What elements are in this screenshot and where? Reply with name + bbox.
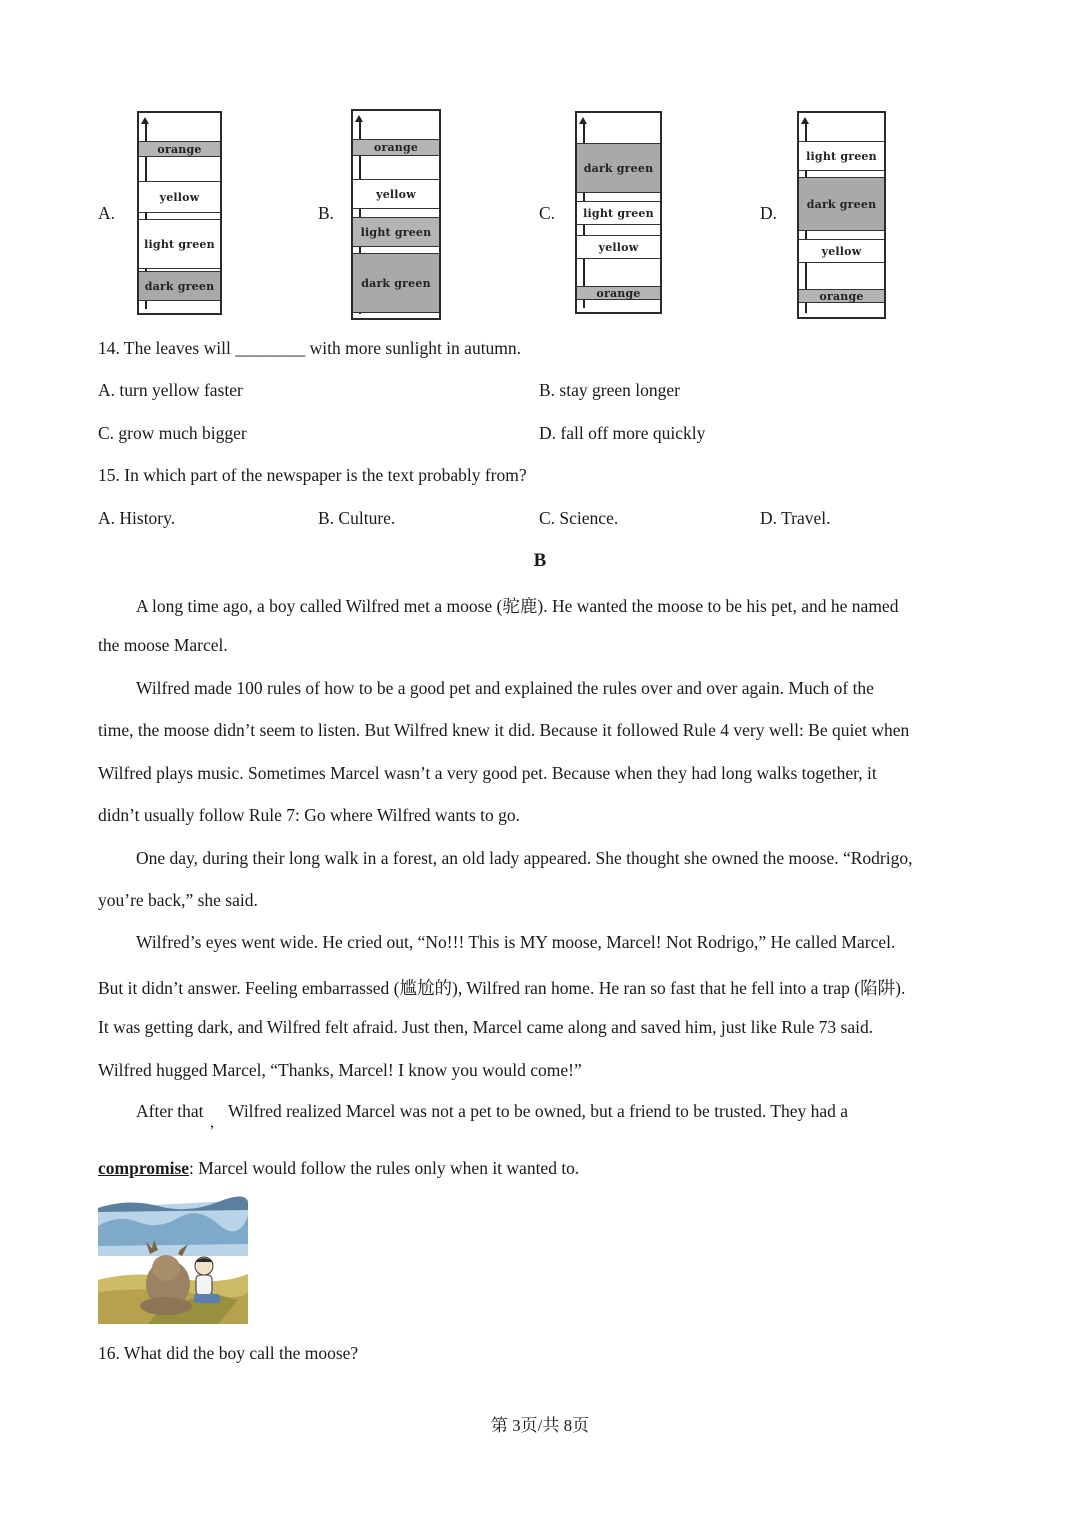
band-light-green: light green <box>139 219 220 269</box>
band-yellow: yellow <box>577 235 660 259</box>
band-dark-green: dark green <box>353 253 439 313</box>
q14-option-c[interactable]: C. grow much bigger <box>98 423 247 443</box>
band-orange: orange <box>799 289 884 303</box>
band-yellow: yellow <box>799 239 884 263</box>
band-yellow: yellow <box>353 179 439 209</box>
passage-line: It was getting dark, and Wilfred felt afraid. Just then, Marcel came along and saved him, just like Rule 73 said. <box>98 1017 874 1037</box>
band-yellow: yellow <box>139 181 220 213</box>
question-14-stem-start: 14. The leaves will <box>98 338 236 358</box>
moose-and-boy-illustration <box>98 1196 248 1324</box>
section-heading: B <box>533 550 547 571</box>
passage-line: the moose Marcel. <box>98 635 228 655</box>
q15-option-a[interactable]: A. History. <box>98 508 176 528</box>
q14-option-a[interactable]: A. turn yellow faster <box>98 380 243 400</box>
passage-line: you’re back,” she said. <box>98 890 258 910</box>
diagram-d <box>797 111 886 319</box>
passage-line-last-end: Wilfred realized Marcel was not a pet to be owned, but a friend to be trusted. They had a <box>228 1101 848 1121</box>
option-letter-a: A. <box>98 203 116 223</box>
option-letter-b: B. <box>318 203 335 223</box>
passage-line-last-start: After that <box>136 1101 204 1121</box>
passage-line: Wilfred plays music. Sometimes Marcel wasn’t a very good pet. Because when they had long walks together, it <box>98 763 877 783</box>
option-letter-c: C. <box>539 203 556 223</box>
band-dark-green: dark green <box>577 143 660 193</box>
question-14 <box>98 338 521 359</box>
diagram-c <box>575 111 662 314</box>
passage-line: time, the moose didn’t seem to listen. But Wilfred knew it did. Because it followed Rule 4 very well: Be quiet when <box>98 720 910 740</box>
passage-line: Wilfred hugged Marcel, “Thanks, Marcel! I know you would come!” <box>98 1060 582 1080</box>
q14-option-d[interactable]: D. fall off more quickly <box>539 423 706 443</box>
passage-line: Wilfred made 100 rules of how to be a good pet and explained the rules over and over again. Much of the <box>136 678 874 698</box>
keyword-compromise: compromise <box>98 1158 190 1178</box>
question-15: 15. In which part of the newspaper is the text probably from? <box>98 465 527 485</box>
passage-line: But it didn’t answer. Feeling embarrassed (尴尬的), Wilfred ran home. He ran so fast that he fell into a trap (陷阱). <box>98 978 906 998</box>
q15-option-c[interactable]: C. Science. <box>539 508 619 528</box>
band-dark-green: dark green <box>139 271 220 301</box>
q15-option-d[interactable]: D. Travel. <box>760 508 831 528</box>
passage-line: One day, during their long walk in a forest, an old lady appeared. She thought she owned the moose. “Rodrigo, <box>136 848 913 868</box>
answer-blank: ________ <box>235 338 306 358</box>
q15-option-b[interactable]: B. Culture. <box>318 508 396 528</box>
passage-line: didn’t usually follow Rule 7: Go where Wilfred wants to go. <box>98 805 520 825</box>
band-light-green: light green <box>577 201 660 225</box>
band-light-green: light green <box>799 141 884 171</box>
band-light-green: light green <box>353 217 439 247</box>
band-orange: orange <box>577 286 660 300</box>
question-14-stem-end: with more sunlight in autumn. <box>305 338 522 358</box>
q14-option-b[interactable]: B. stay green longer <box>539 380 680 400</box>
band-orange: orange <box>139 141 220 157</box>
question-16: 16. What did the boy call the moose? <box>98 1343 359 1363</box>
diagram-a <box>137 111 222 315</box>
band-orange: orange <box>353 139 439 156</box>
passage-line: Wilfred’s eyes went wide. He cried out, “No!!! This is MY moose, Marcel! Not Rodrigo,” He called Marcel. <box>136 932 896 952</box>
page-number-footer: 第 3页/共 8页 <box>490 1416 590 1435</box>
diagram-b <box>351 109 441 320</box>
compromise-line <box>98 1158 579 1179</box>
passage-line: A long time ago, a boy called Wilfred met a moose (驼鹿). He wanted the moose to be his pet, and he named <box>136 596 899 616</box>
band-dark-green: dark green <box>799 177 884 231</box>
stray-comma: , <box>210 1114 214 1131</box>
compromise-definition: : Marcel would follow the rules only when it wanted to. <box>189 1158 580 1178</box>
option-letter-d: D. <box>760 203 778 223</box>
